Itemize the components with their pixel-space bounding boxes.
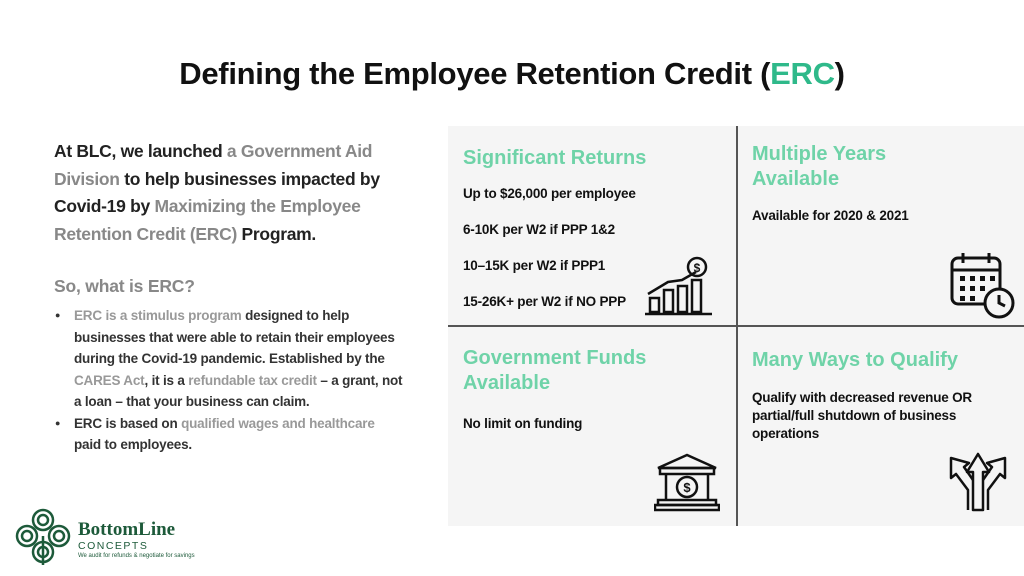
text-segment: paid to employees. [74, 437, 192, 452]
text-segment: a Government Aid Division [54, 141, 373, 189]
clover-logo-icon [12, 507, 74, 567]
text-segment: – a grant, not a loan – that your business can claim. [74, 372, 403, 409]
returns-line: 15-26K+ per W2 if NO PPP [463, 294, 626, 309]
returns-line: Up to $26,000 per employee [463, 186, 636, 201]
erc-bullet-list [54, 305, 404, 456]
svg-text:$: $ [683, 480, 691, 495]
text-segment: , it is a [144, 372, 189, 388]
logo-subtitle: CONCEPTS [78, 540, 149, 552]
page-title: Defining the Employee Retention Credit (ERC) [179, 56, 845, 91]
text-segment: At BLC, we launched [54, 141, 227, 161]
intro-column [54, 138, 404, 456]
text-segment: qualified wages and healthcare [181, 415, 375, 431]
funds-text: No limit on funding [463, 416, 583, 431]
intro-paragraph [54, 138, 404, 248]
text-segment: ERC is a stimulus program [74, 308, 246, 323]
text-segment: CARES Act [74, 372, 145, 388]
text-segment: designed to help businesses that were able to retain their employees during the Covid-19 pandemic. Established by the [74, 308, 395, 366]
significant-returns-heading: Significant Returns [463, 147, 647, 169]
growth-chart-dollar-icon [642, 254, 714, 318]
erc-subheading: So, what is ERC? [54, 276, 195, 296]
erc-bullet [54, 305, 404, 413]
erc-bullet [54, 413, 404, 456]
government-funds-heading: Government Funds Available [463, 347, 647, 394]
returns-line: 6-10K per W2 if PPP 1&2 [463, 222, 615, 237]
text-segment: refundable tax credit [188, 372, 317, 388]
logo-tagline: We audit for refunds & negotiate for savings [78, 553, 195, 559]
multiple-years-heading: Multiple Years Available [752, 143, 887, 190]
qualify-text: Qualify with decreased revenue OR partial/full shutdown of business operations [752, 390, 972, 441]
company-logo [12, 507, 212, 567]
text-segment: ERC is based on [74, 415, 182, 431]
text-segment: to help businesses impacted by Covid-19 by [54, 168, 380, 216]
text-segment: Maximizing the Employee Retention Credit (ERC) [54, 196, 361, 244]
text-segment: Program. [241, 223, 316, 244]
svg-text:$: $ [693, 261, 701, 275]
grid-divider-horizontal [448, 325, 1024, 327]
returns-line: 10–15K per W2 if PPP1 [463, 258, 606, 273]
years-text: Available for 2020 & 2021 [752, 208, 909, 223]
calendar-clock-icon [948, 250, 1018, 320]
many-ways-heading: Many Ways to Qualify [752, 349, 958, 371]
bank-dollar-icon [654, 452, 720, 512]
title-accent: ERC [770, 56, 835, 91]
logo-name: BottomLine [78, 519, 176, 540]
diverging-arrows-icon [946, 450, 1010, 512]
